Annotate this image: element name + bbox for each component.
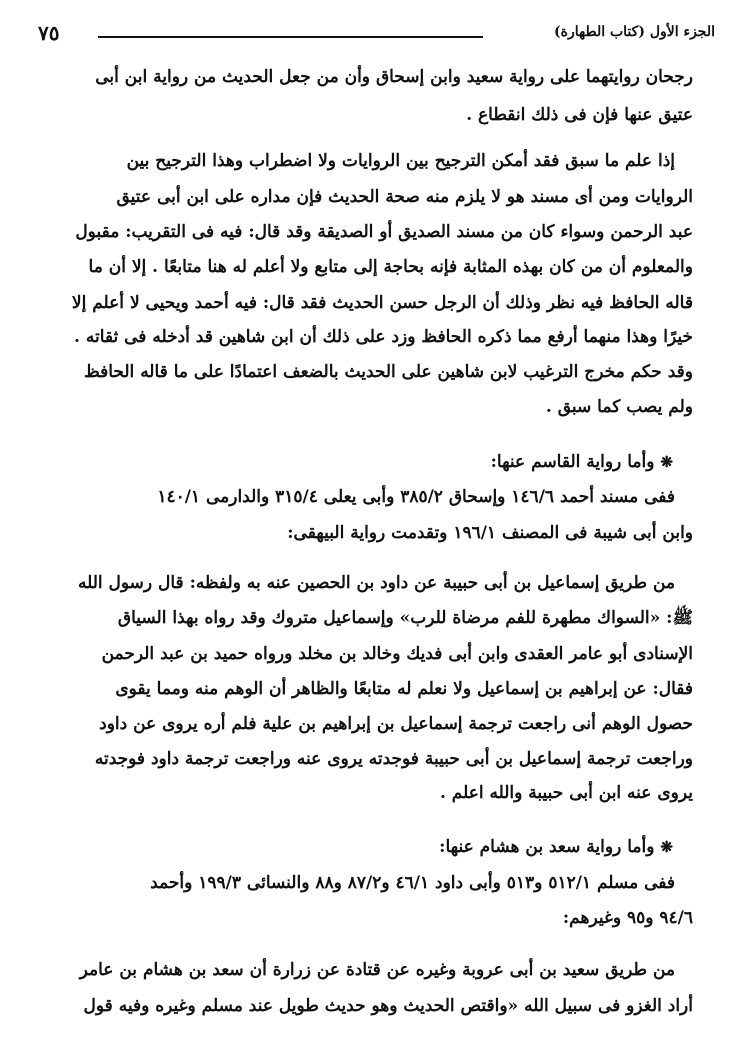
page-header — [38, 21, 715, 45]
text-line: وقد حكم مخرج الترغيب لابن شاهين على الحديث بالضعف اعتمادًا على ما قاله الحافظ — [83, 362, 693, 382]
text-line: من طريق إسماعيل بن أبى حبيبة عن داود بن الحصين عنه به ولفظه: قال رسول الله — [77, 573, 675, 593]
text-line: ﷺ: «السواك مطهرة للفم مرضاة للرب» وإسماعيل متروك وقد رواه بهذا السياق — [117, 608, 693, 628]
page-number: ٧٥ — [38, 21, 60, 45]
text-line: فقال: عن إبراهيم بن إسماعيل ولا نعلم له متابعًا والظاهر أن الوهم منه ومما يقوى — [115, 679, 693, 699]
section-heading-text: وأما رواية القاسم عنها: — [490, 452, 655, 472]
section-heading-text: وأما رواية سعد بن هشام عنها: — [439, 837, 655, 857]
text-line: ففى مسلم ٥١٢/١ و٥١٣ وأبى داود ٤٦/١ و٨٧/٢ و٨٨ والنسائى ١٩٩/٣ وأحمد — [150, 873, 675, 893]
text-line: ولم يصب كما سبق . — [545, 397, 693, 417]
text-line: وراجعت ترجمة إسماعيل بن أبى حبيبة فوجدته يروى عنه وراجعت ترجمة داود فوجدته — [94, 749, 693, 769]
text-line: قاله الحافظ فيه نظر وذلك أن الرجل حسن الحديث فقد قال: فيه أحمد ويحيى لا أعلم إلا — [71, 293, 693, 313]
star-icon: ❋ — [660, 838, 673, 856]
text-line: والمعلوم أن من كان بهذه المثابة فإنه بحاجة إلى متابع ولا أعلم له هنا متابعًا . إلا أن ما — [88, 257, 693, 277]
text-line: إذا علم ما سبق فقد أمكن الترجيح بين الروايات ولا اضطراب وهذا الترجيح بين — [126, 151, 675, 171]
star-icon: ❋ — [660, 453, 673, 471]
text-line: ففى مسند أحمد ١٤٦/٦ وإسحاق ٣٨٥/٢ وأبى يعلى ٣١٥/٤ والدارمى ١٤٠/١ — [157, 487, 675, 507]
text-line: عتيق عنها فإن فى ذلك انقطاع . — [466, 105, 693, 125]
text-line: ٩٤/٦ و٩٥ وغيرهم: — [562, 908, 693, 928]
text-line: الإسنادى أبو عامر العقدى وابن أبى فديك وخالد بن مخلد ورواه حميد بن عبد الرحمن — [101, 644, 693, 664]
text-line: أراد الغزو فى سبيل الله «واقتص الحديث وهو حديث طويل عند مسلم وغيره وفيه قول — [83, 996, 693, 1016]
text-line: رجحان روايتهما على رواية سعيد وابن إسحاق وأن من جعل الحديث من رواية ابن أبى — [95, 67, 693, 87]
section-heading — [60, 832, 673, 862]
section-heading — [60, 447, 673, 477]
running-title: الجزء الأول (كتاب الطهارة) — [554, 24, 715, 40]
text-line: الروايات ومن أى مسند هو لا يلزم منه صحة الحديث فإن مداره على ابن أبى عتيق — [116, 187, 693, 207]
text-line: من طريق سعيد بن أبى عروبة وغيره عن قتادة عن زرارة أن سعد بن هشام بن عامر — [79, 960, 675, 980]
text-line: يروى عنه ابن أبى حبيبة والله اعلم . — [439, 783, 693, 803]
text-line: خيرًا وهذا منهما أرفع مما ذكره الحافظ وزد على ذلك أن ابن شاهين قد أدخله فى ثقاته . — [74, 327, 693, 347]
text-line: حصول الوهم أنى راجعت ترجمة إسماعيل بن إبراهيم بن علية فلم أره يروى عن داود — [99, 714, 693, 734]
text-line: وابن أبى شيبة فى المصنف ١٩٦/١ وتقدمت رواية البيهقى: — [287, 523, 693, 543]
text-line: عبد الرحمن وسواء كان من مسند الصديق أو الصديقة وقد قال: فيه فى التقريب: مقبول — [75, 222, 693, 242]
header-rule — [98, 36, 483, 38]
